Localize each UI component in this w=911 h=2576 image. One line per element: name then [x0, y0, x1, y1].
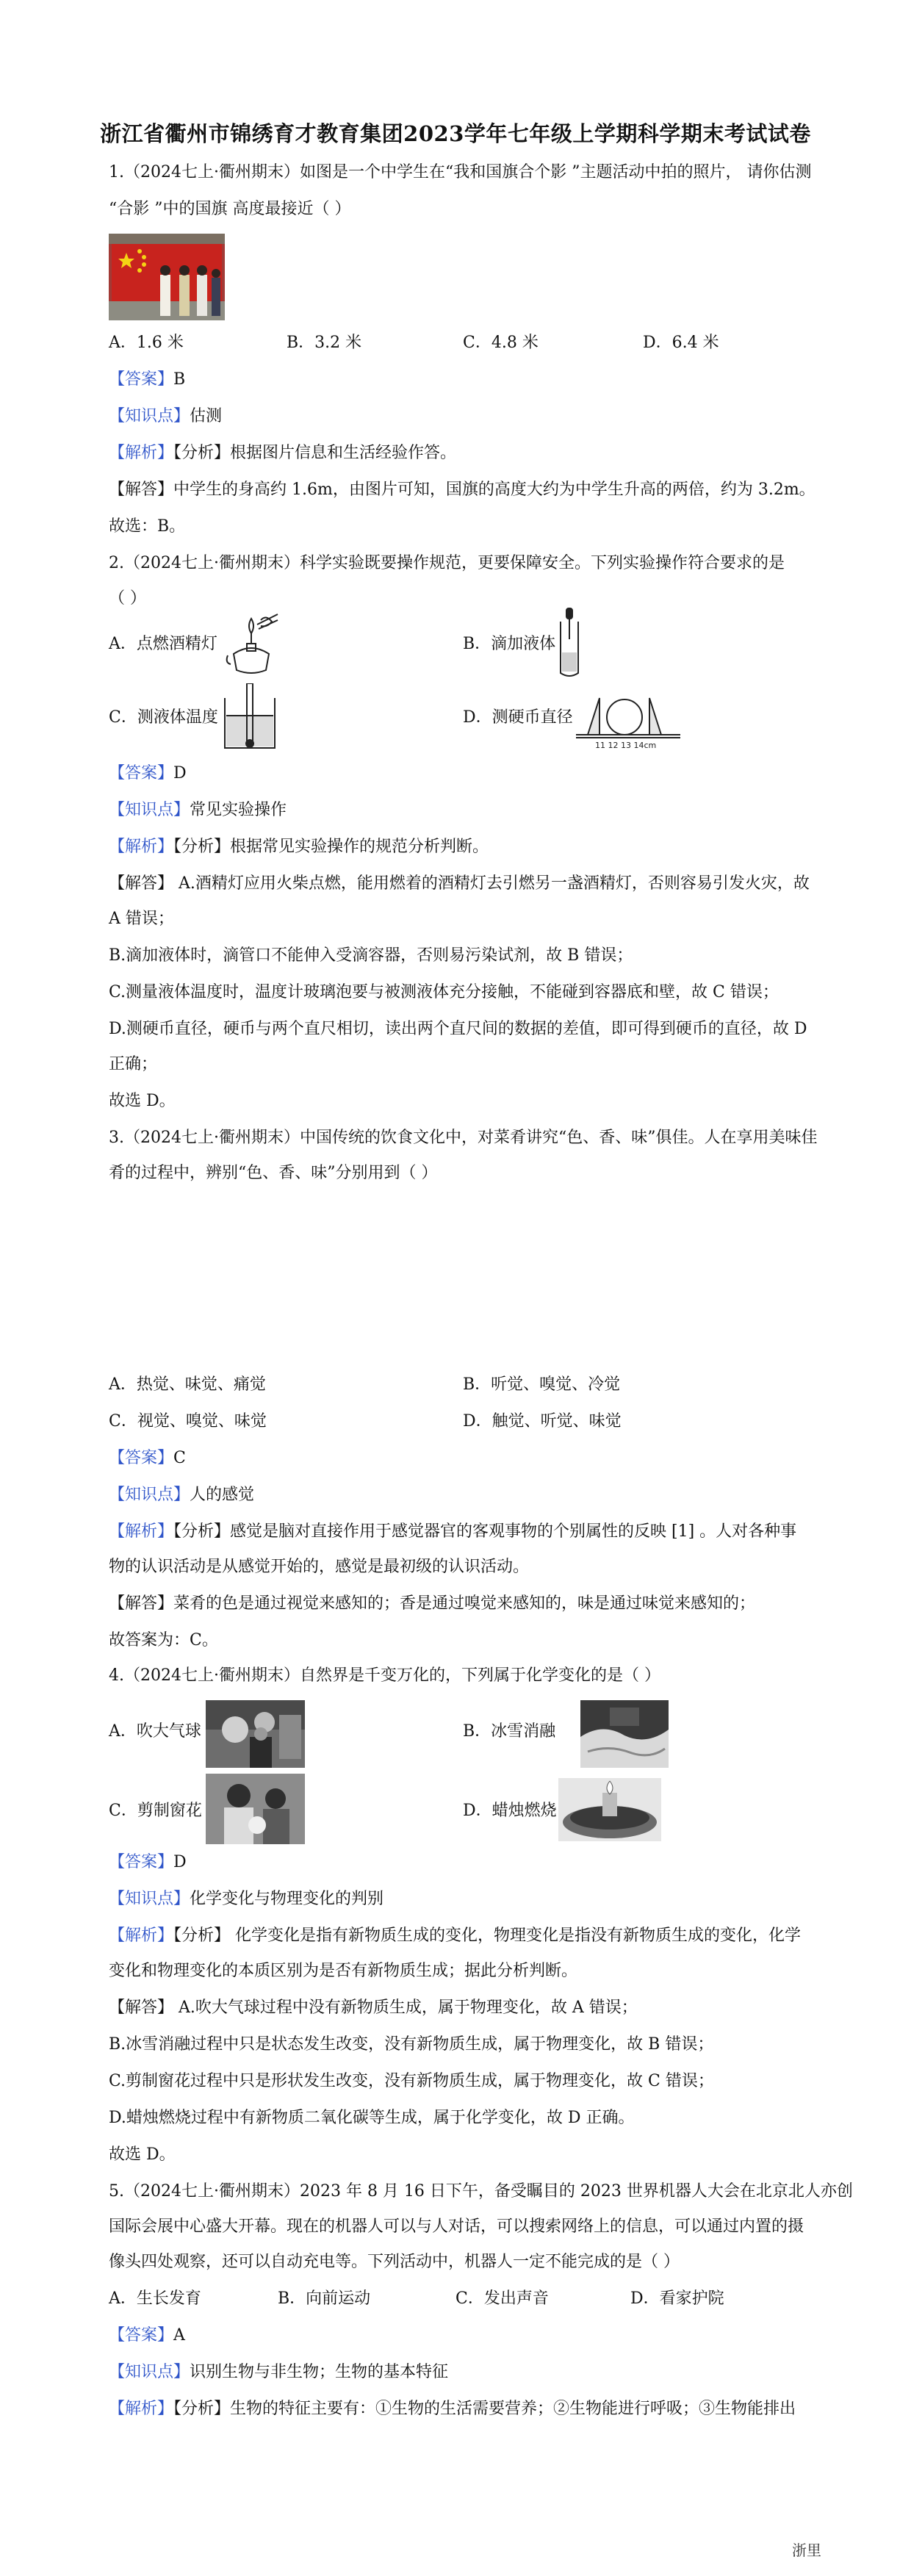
q2-stem-line2: （ ） [109, 589, 146, 608]
q1-stem-line2: “合影 ”中的国旗 高度最接近（ ） [109, 200, 351, 218]
candle-burning-photo-image [558, 1778, 661, 1841]
q4-knowledge [109, 1888, 807, 1910]
q5-knowledge [109, 2361, 807, 2383]
q3-conclusion: 故答案为：C。 [109, 1631, 218, 1649]
answer-tag: 【答案】 [109, 764, 174, 782]
q5-analysis [109, 2398, 807, 2420]
q2-solution-line5: D.测硬币直径，硬币与两个直尺相切，读出两个直尺间的数据的差值，即可得到硬币的直径，故 D [109, 1020, 807, 1038]
melting-snow-photo-image [580, 1700, 669, 1768]
q2-knowledge-value: 常见实验操作 [190, 801, 287, 819]
q4-solution-line3: C.剪制窗花过程中只是形状发生改变，没有新物质生成，属于物理变化，故 C 错误； [109, 2072, 714, 2090]
q2-option-c: C．测液体温度 [109, 708, 218, 727]
q5-knowledge-value: 识别生物与非生物；生物的基本特征 [190, 2363, 449, 2381]
q1-option-a: A．1.6 米 [109, 334, 184, 352]
analysis-tag: 【解析】 [109, 1522, 174, 1541]
q4-option-b: B．冰雪消融 [463, 1722, 556, 1741]
q3-solution: 【解答】菜肴的色是通过视觉来感知的；香是通过嗅觉来感知的，味是通过味觉来感知的； [109, 1594, 756, 1613]
q3-answer-value: C [173, 1449, 186, 1467]
q4-solution-line2: B.冰雪消融过程中只是状态发生改变，没有新物质生成，属于物理变化，故 B 错误； [109, 2035, 714, 2054]
q2-option-d: D．测硬币直径 [463, 708, 573, 727]
q4-stem-line1: 4.（2024七上·衢州期末）自然界是千变万化的，下列属于化学变化的是（ ） [109, 1666, 660, 1685]
q4-conclusion: 故选 D。 [109, 2145, 176, 2164]
q3-answer [109, 1447, 807, 1469]
q1-solution: 【解答】中学生的身高约 1.6m，由图片可知，国旗的高度大约为中学生升高的两倍，约为 3.2m。 [109, 481, 815, 499]
q3-stem-line1: 3.（2024七上·衢州期末）中国传统的饮食文化中，对菜肴讲究“色、香、味”俱佳。人在享用美味佳 [109, 1129, 818, 1147]
knowledge-tag: 【知识点】 [109, 801, 190, 819]
q1-analysis-text: 【分析】根据图片信息和生活经验作答。 [173, 444, 457, 462]
q1-answer [109, 369, 807, 391]
flag-photo-image [109, 234, 225, 320]
thermometer-beaker-image [220, 683, 279, 751]
q3-analysis-line1 [109, 1521, 807, 1543]
coin-ruler-image [573, 683, 683, 751]
q3-analysis-text: 【分析】感觉是脑对直接作用于感觉器官的客观事物的个别属性的反映 [1] 。人对各种事 [173, 1522, 797, 1541]
page-title: 浙江省衢州市锦绣育才教育集团2023学年七年级上学期科学期末考试试卷 [100, 121, 811, 146]
q1-option-d: D．6.4 米 [643, 334, 719, 352]
dropper-tube-image [555, 607, 584, 680]
knowledge-tag: 【知识点】 [109, 1890, 190, 1908]
q4-option-c: C．剪制窗花 [109, 1802, 202, 1820]
q2-analysis-text: 【分析】根据常见实验操作的规范分析判断。 [173, 838, 489, 856]
q1-conclusion: 故选：B。 [109, 517, 186, 536]
q1-knowledge-value: 估测 [190, 407, 223, 425]
q1-stem-line1: 1.（2024七上·衢州期末）如图是一个中学生在“我和国旗合个影 ”主题活动中拍的照片， 请你估测 [109, 163, 812, 181]
q1-knowledge [109, 406, 807, 428]
q4-solution-line1: 【解答】 A.吹大气球过程中没有新物质生成，属于物理变化，故 A 错误； [109, 1998, 638, 2017]
q4-option-d: D．蜡烛燃烧 [463, 1802, 557, 1820]
knowledge-tag: 【知识点】 [109, 407, 190, 425]
q5-option-d: D．看家护院 [630, 2289, 724, 2308]
q4-solution-line4: D.蜡烛燃烧过程中有新物质二氧化碳等生成，属于化学变化，故 D 正确。 [109, 2109, 635, 2127]
q4-option-a: A．吹大气球 [109, 1722, 201, 1741]
q1-option-b: B．3.2 米 [287, 334, 362, 352]
answer-tag: 【答案】 [109, 370, 174, 389]
analysis-tag: 【解析】 [109, 1926, 174, 1945]
q2-stem-line1: 2.（2024七上·衢州期末）科学实验既要操作规范，更要保障安全。下列实验操作符合要求的是 [109, 554, 785, 572]
q3-knowledge [109, 1484, 807, 1506]
q3-option-b: B．听觉、嗅觉、冷觉 [463, 1375, 621, 1394]
answer-tag: 【答案】 [109, 1449, 174, 1467]
q5-option-b: B．向前运动 [278, 2289, 371, 2308]
q5-analysis-text: 【分析】生物的特征主要有：①生物的生活需要营养；②生物能进行呼吸；③生物能排出 [173, 2400, 796, 2418]
q2-answer [109, 763, 807, 785]
q4-knowledge-value: 化学变化与物理变化的判别 [190, 1890, 384, 1908]
q2-option-a: A．点燃酒精灯 [109, 635, 217, 653]
q1-option-c: C．4.8 米 [463, 334, 539, 352]
q5-option-a: A．生长发育 [109, 2289, 201, 2308]
q3-stem-line2: 肴的过程中，辨别“色、香、味”分别用到（ ） [109, 1164, 438, 1182]
ruler-tick-labels: 11 12 13 14cm [595, 741, 657, 750]
q4-analysis-line1 [109, 1925, 807, 1947]
q2-solution-line4: C.测量液体温度时，温度计玻璃泡要与被测液体充分接触，不能碰到容器底和壁，故 C 错误； [109, 983, 779, 1001]
knowledge-tag: 【知识点】 [109, 1486, 190, 1504]
q4-analysis-text: 【分析】 化学变化是指有新物质生成的变化，物理变化是指没有新物质生成的变化，化学 [173, 1926, 802, 1945]
q2-option-b: B．滴加液体 [463, 635, 556, 653]
q1-answer-value: B [173, 370, 186, 389]
q3-option-c: C．视觉、嗅觉、味觉 [109, 1412, 267, 1431]
q4-answer [109, 1852, 807, 1874]
q4-analysis-line2: 变化和物理变化的本质区别为是否有新物质生成；据此分析判断。 [109, 1962, 578, 1980]
paper-cutting-photo-image [206, 1774, 305, 1844]
answer-tag: 【答案】 [109, 2326, 174, 2345]
q3-knowledge-value: 人的感觉 [190, 1486, 255, 1504]
knowledge-tag: 【知识点】 [109, 2363, 190, 2381]
alcohol-lamp-image [220, 611, 283, 677]
analysis-tag: 【解析】 [109, 2400, 174, 2418]
q2-analysis [109, 836, 807, 858]
q4-answer-value: D [173, 1853, 187, 1871]
q3-analysis-line2: 物的认识活动是从感觉开始的，感觉是最初级的认识活动。 [109, 1558, 530, 1576]
q3-option-a: A．热觉、味觉、痛觉 [109, 1375, 266, 1394]
q3-option-d: D．触觉、听觉、味觉 [463, 1412, 622, 1431]
q2-solution-line3: B.滴加液体时，滴管口不能伸入受滴容器，否则易污染试剂，故 B 错误； [109, 946, 633, 965]
analysis-tag: 【解析】 [109, 838, 174, 856]
analysis-tag: 【解析】 [109, 444, 174, 462]
q5-stem-line1: 5.（2024七上·衢州期末）2023 年 8 月 16 日下午，备受瞩目的 2023 世界机器人大会在北京北人亦创 [109, 2182, 853, 2201]
q2-solution-line2: A 错误； [109, 910, 174, 928]
q5-answer-value: A [173, 2326, 185, 2345]
q2-solution-line1: 【解答】 A.酒精灯应用火柴点燃，能用燃着的酒精灯去引燃另一盏酒精灯，否则容易引发火灾，故 [109, 874, 810, 893]
answer-tag: 【答案】 [109, 1853, 174, 1871]
q5-option-c: C．发出声音 [455, 2289, 549, 2308]
q2-answer-value: D [173, 764, 187, 782]
q2-solution-line6: 正确； [109, 1055, 158, 1073]
q1-analysis [109, 442, 807, 464]
q2-knowledge [109, 799, 807, 821]
q2-conclusion: 故选 D。 [109, 1092, 176, 1110]
balloon-photo-image [206, 1700, 305, 1768]
q5-stem-line3: 像头四处观察，还可以自动充电等。下列活动中，机器人一定不能完成的是（ ） [109, 2253, 680, 2271]
page-footer: 浙里 [792, 2541, 821, 2559]
q5-answer [109, 2325, 807, 2347]
q5-stem-line2: 国际会展中心盛大开幕。现在的机器人可以与人对话，可以搜索网络上的信息，可以通过内置的摄 [109, 2217, 804, 2236]
